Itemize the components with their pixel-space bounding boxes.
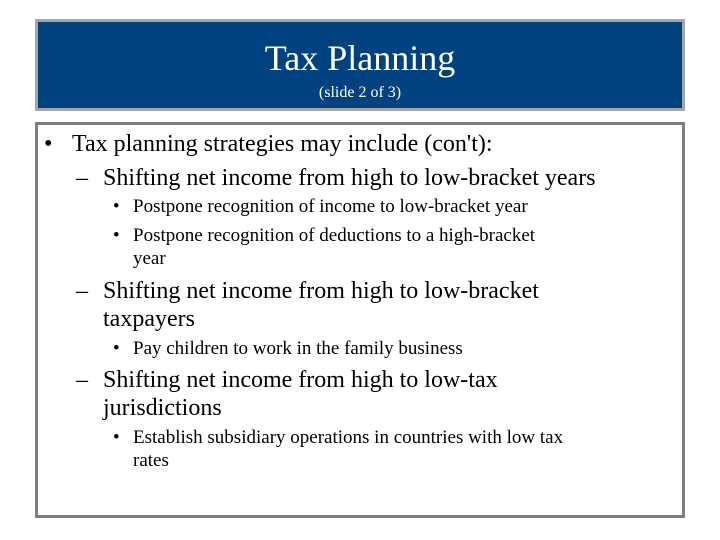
- sub-bullet-taxpayers-cont: taxpayers: [103, 306, 195, 332]
- slide-subtitle: (slide 2 of 3): [318, 84, 402, 101]
- bullet-intro: Tax planning strategies may include (con't):: [72, 131, 493, 157]
- slide-title: Tax Planning: [264, 38, 456, 78]
- point-subsidiary-cont: rates: [133, 450, 169, 471]
- point-postpone-deductions-cont: year: [133, 248, 166, 269]
- sub-bullet-jurisdictions-cont: jurisdictions: [103, 395, 222, 421]
- dash-jurisdictions: –: [76, 367, 88, 393]
- dot-years-2: •: [113, 225, 120, 246]
- sub-bullet-taxpayers: Shifting net income from high to low-bracket: [103, 278, 539, 304]
- point-postpone-income: Postpone recognition of income to low-bracket year: [133, 196, 528, 217]
- sub-bullet-jurisdictions: Shifting net income from high to low-tax: [103, 367, 498, 393]
- point-pay-children: Pay children to work in the family business: [133, 338, 463, 359]
- dash-years: –: [76, 165, 88, 191]
- sub-bullet-years: Shifting net income from high to low-bracket years: [103, 165, 596, 191]
- bullet-l1: •: [44, 131, 53, 157]
- dot-taxpayers: •: [113, 338, 120, 359]
- point-subsidiary: Establish subsidiary operations in countries with low tax: [133, 427, 564, 448]
- title-banner: [35, 19, 685, 111]
- point-postpone-deductions: Postpone recognition of deductions to a high-bracket: [133, 225, 536, 246]
- dot-jurisdictions: •: [113, 427, 120, 448]
- dash-taxpayers: –: [76, 278, 88, 304]
- dot-years-1: •: [113, 196, 120, 217]
